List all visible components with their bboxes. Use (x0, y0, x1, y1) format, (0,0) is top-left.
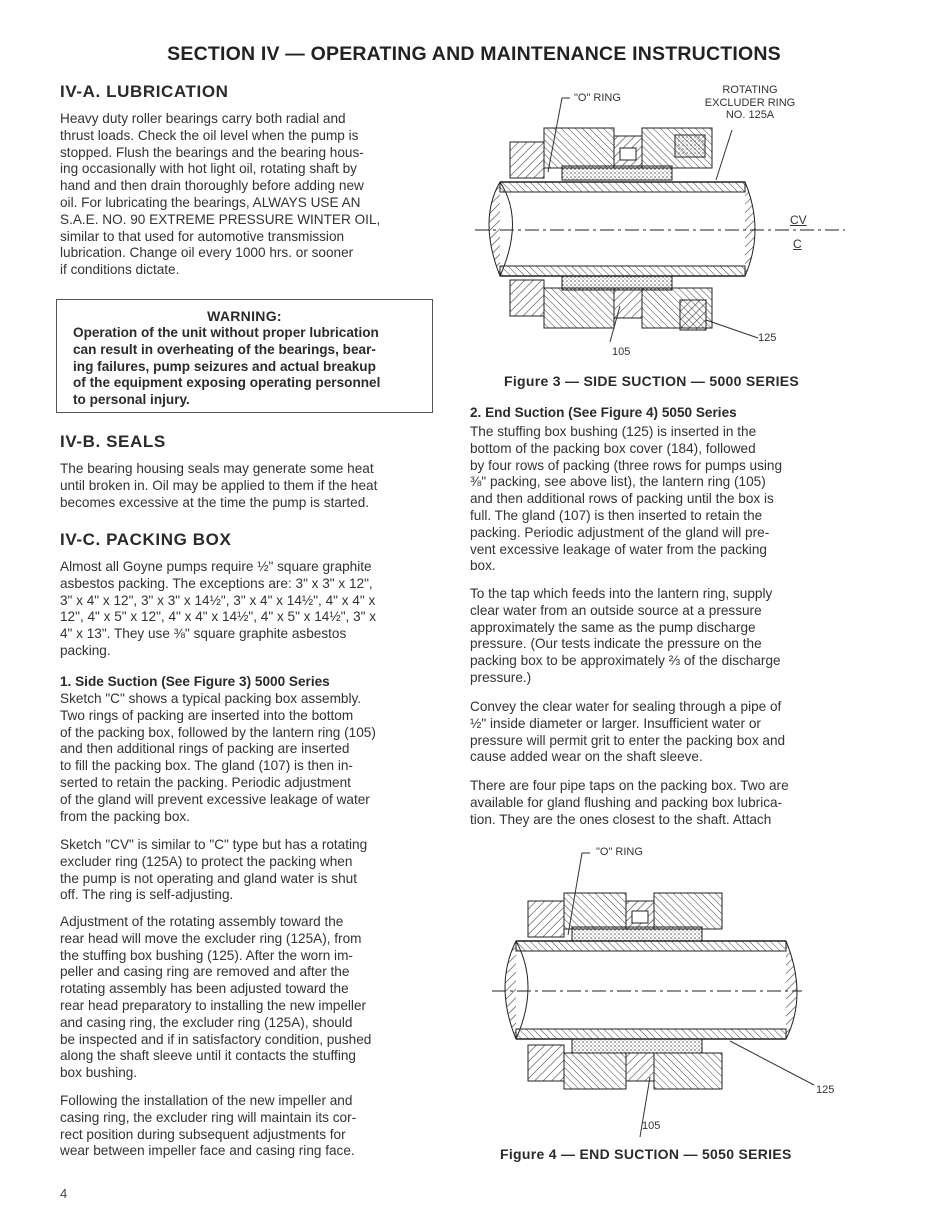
lubrication-paragraph (60, 111, 433, 279)
figure3-caption: Figure 3 — SIDE SUCTION — 5000 SERIES (504, 373, 800, 389)
end-suction-heading: 2. End Suction (See Figure 4) 5050 Series (470, 405, 737, 420)
text-line: Adjustment of the rotating assembly toward the (60, 914, 344, 929)
lower-housing (528, 1039, 722, 1089)
text-line: until broken in. Oil may be applied to them if the heat (60, 477, 378, 493)
text-line: be inspected and if in satisfactory condition, pushed (60, 1031, 372, 1047)
text-line: packing box to be approximately ⅔ of the discharge (470, 653, 781, 669)
text-line: by four rows of packing (three rows for pumps using (470, 457, 783, 473)
text-line: casing ring, the excluder ring will maintain its cor- (60, 1109, 357, 1125)
section-title: SECTION IV — OPERATING AND MAINTENANCE INSTRUCTIONS (167, 43, 781, 65)
figure3-c-label: C (793, 237, 802, 251)
text-line: rotating assembly has been adjusted toward the (60, 981, 349, 997)
text-line: Operation of the unit without proper lubrication (73, 325, 379, 340)
text-line: oil. For lubricating the bearings, ALWAYS USE AN (60, 194, 361, 210)
figure3-label-125: 125 (758, 332, 777, 344)
text-line: similar to that used for automotive transmission (60, 228, 345, 244)
text-line: the pump is not operating and gland water is shut (60, 870, 357, 886)
following-paragraph (60, 1093, 433, 1160)
text-line: ing occasionally with hot light oil, rotating shaft by (60, 161, 357, 177)
text-line: Two rings of packing are inserted into the bottom (60, 707, 354, 723)
text-line: clear water from an outside source at a pressure (470, 602, 762, 618)
text-line: ⅜" packing, see above list), the lantern ring (105) (470, 474, 766, 490)
adjustment-paragraph (60, 914, 433, 1082)
text-line: lubrication. Change oil every 1000 hrs. or sooner (60, 245, 354, 261)
convey-paragraph (470, 699, 844, 766)
text-line: 12", 4" x 5" x 12", 4" x 4" x 14½", 4" x 5" x 14½", 3" x (60, 609, 377, 625)
figure4-drawing (490, 845, 830, 1145)
text-line: ing failures, pump seizures and actual breakup (73, 358, 376, 374)
figure3-cv-label: CV (790, 213, 807, 227)
text-line: cause added wear on the shaft sleeve. (470, 749, 703, 765)
text-line: bottom of the packing box cover (184), followed (470, 440, 756, 456)
warning-box (56, 299, 433, 413)
packing-box-heading: IV-C. PACKING BOX (60, 530, 232, 549)
text-line: and then additional rows of packing until the box is (470, 491, 774, 507)
text-line: and then additional rings of packing are inserted (60, 741, 350, 757)
text-line: wear between impeller face and casing ring face. (60, 1143, 355, 1159)
text-line: approximately the same as the pump discharge (470, 619, 756, 635)
side-suction-heading: 1. Side Suction (See Figure 3) 5000 Series (60, 674, 330, 689)
figure3-label-105: 105 (612, 346, 631, 358)
text-line: full. The gland (107) is then inserted to retain the (470, 507, 763, 523)
text-line: tion. They are the ones closest to the shaft. Attach (470, 811, 772, 827)
figure4-label-125: 125 (816, 1084, 835, 1096)
text-line: rect position during subsequent adjustments for (60, 1126, 346, 1142)
taps-paragraph (470, 778, 844, 828)
text-line: peller and casing ring are removed and after the (60, 964, 350, 980)
text-line: if conditions dictate. (60, 262, 180, 278)
figure3-excluder-label (690, 84, 810, 122)
end-suction-paragraph (470, 424, 844, 575)
text-line: asbestos packing. The exceptions are: 3" x 3" x 12", (60, 575, 373, 591)
text-line: rear head preparatory to installing the new impeller (60, 997, 367, 1013)
text-line: to fill the packing box. The gland (107) is then in- (60, 758, 353, 774)
text-line: pressure.) (470, 669, 532, 685)
text-line: box. (470, 558, 496, 574)
text-line: and casing ring, the excluder ring (125A), should (60, 1014, 353, 1030)
lower-housing (510, 276, 712, 330)
tap-paragraph (470, 586, 844, 687)
text-line: EXCLUDER RING (704, 96, 796, 109)
cv-paragraph (60, 837, 433, 904)
text-line: There are four pipe taps on the packing box. Two are (470, 778, 789, 793)
text-line: S.A.E. NO. 90 EXTREME PRESSURE WINTER OIL, (60, 211, 381, 227)
figure4-o-ring-label: "O" RING (596, 846, 643, 858)
text-line: box bushing. (60, 1065, 138, 1081)
text-line: Heavy duty roller bearings carry both radial and (60, 111, 346, 126)
text-line: stopped. Flush the bearings and the bearing hous- (60, 144, 364, 160)
text-line: off. The ring is self-adjusting. (60, 887, 234, 903)
text-line: pressure. (Our tests indicate the pressure on the (470, 636, 762, 652)
figure4-caption: Figure 4 — END SUCTION — 5050 SERIES (500, 1146, 792, 1162)
upper-housing (510, 128, 712, 180)
text-line: 3" x 4" x 12", 3" x 3" x 14½", 3" x 4" x 14½", 4" x 4" x (60, 592, 376, 608)
text-line: Following the installation of the new impeller and (60, 1093, 353, 1108)
text-line: ½" inside diameter or larger. Insufficient water or (470, 715, 761, 731)
text-line: hand and then drain thoroughly before adding new (60, 178, 364, 194)
shaft (492, 941, 802, 1039)
text-line: of the gland will prevent excessive leakage of water (60, 791, 370, 807)
text-line: Almost all Goyne pumps require ½" square graphite (60, 559, 372, 574)
text-line: packing. (60, 642, 111, 658)
upper-housing (528, 893, 722, 941)
page-number: 4 (60, 1186, 68, 1201)
figure4-label-105: 105 (642, 1120, 661, 1132)
text-line: along the shaft sleeve until it contacts the stuffing (60, 1048, 356, 1064)
text-line: vent excessive leakage of water from the packing (470, 541, 767, 557)
text-line: from the packing box. (60, 808, 190, 824)
warning-title: WARNING: (207, 308, 282, 324)
text-line: 4" x 13". They use ⅜" square graphite asbestos (60, 626, 347, 642)
text-line: The bearing housing seals may generate some heat (60, 461, 374, 476)
text-line: The stuffing box bushing (125) is inserted in the (470, 424, 757, 439)
text-line: available for gland flushing and packing box lubrica- (470, 794, 783, 810)
text-line: To the tap which feeds into the lantern ring, supply (470, 586, 773, 601)
text-line: Sketch "C" shows a typical packing box assembly. (60, 691, 362, 706)
text-line: thrust loads. Check the oil level when the pump is (60, 127, 359, 143)
shaft (475, 182, 845, 276)
seals-paragraph (60, 461, 433, 511)
text-line: NO. 125A (725, 109, 775, 121)
text-line: can result in overheating of the bearings, bear- (73, 341, 376, 357)
text-line: Convey the clear water for sealing through a pipe of (470, 699, 782, 714)
lubrication-heading: IV-A. LUBRICATION (60, 82, 229, 101)
text-line: pressure will permit grit to enter the packing box and (470, 732, 786, 748)
seals-heading: IV-B. SEALS (60, 432, 166, 451)
text-line: the stuffing box bushing (125). After the worn im- (60, 947, 353, 963)
text-line: packing. Periodic adjustment of the gland will pre- (470, 524, 770, 540)
text-line: of the packing box, followed by the lantern ring (105) (60, 724, 376, 740)
text-line: excluder ring (125A) to protect the packing when (60, 853, 353, 869)
text-line: becomes excessive at the time the pump is started. (60, 494, 370, 510)
packing-intro-paragraph (60, 559, 433, 660)
warning-text (73, 325, 422, 409)
text-line: to personal injury. (73, 392, 190, 408)
text-line: of the equipment exposing operating personnel (73, 375, 381, 391)
figure3-o-ring-label: "O" RING (574, 92, 621, 104)
side-suction-paragraph (60, 691, 433, 825)
text-line: ROTATING (722, 84, 778, 96)
text-line: Sketch "CV" is similar to "C" type but has a rotating (60, 837, 368, 852)
text-line: rear head will move the excluder ring (125A), from (60, 930, 362, 946)
text-line: serted to retain the packing. Periodic adjustment (60, 774, 351, 790)
